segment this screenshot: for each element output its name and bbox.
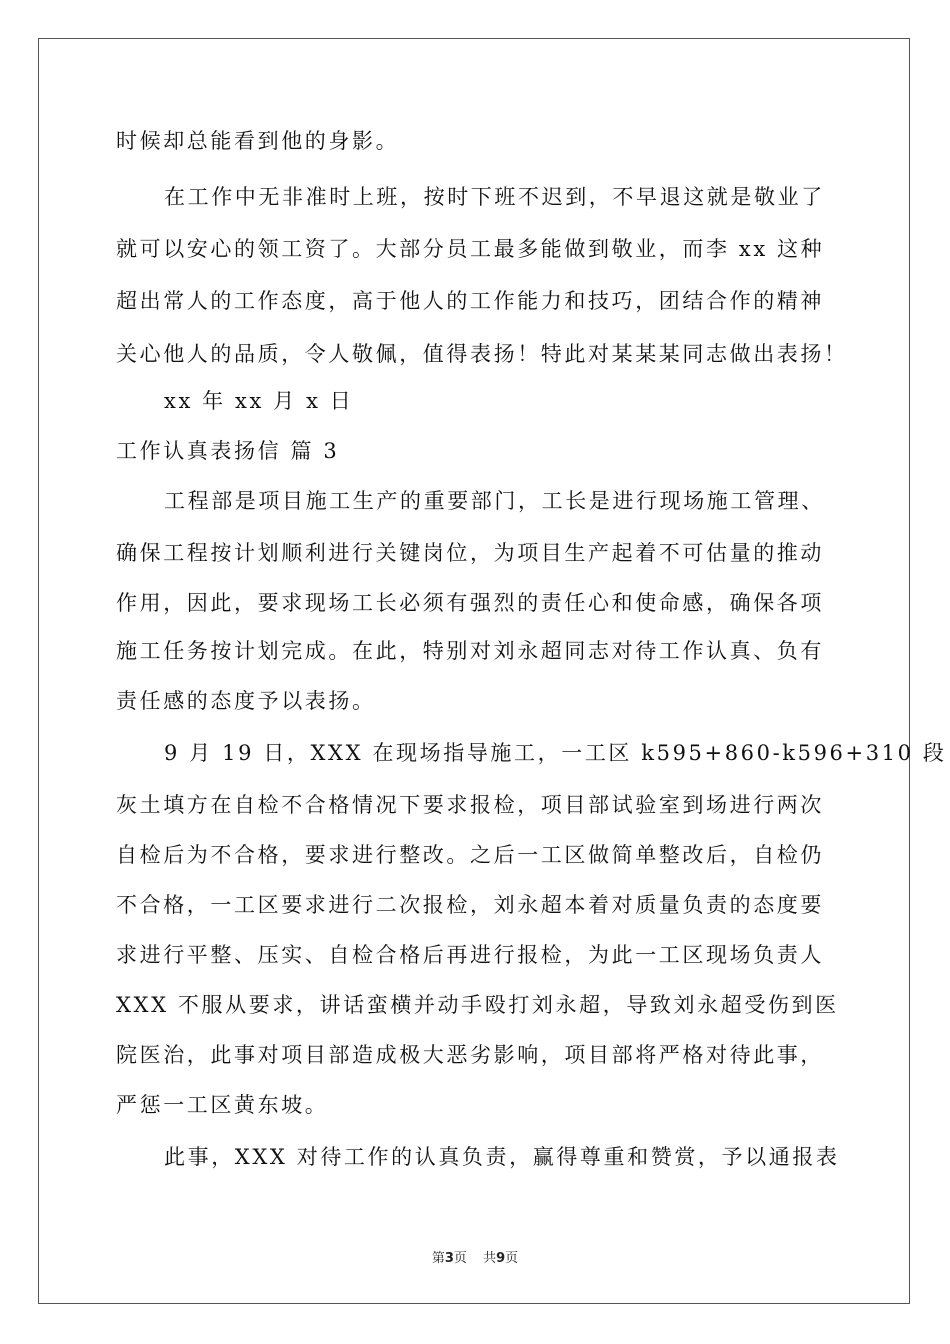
text-line-15: 自检后为不合格，要求进行整改。之后一工区做简单整改后，自检仍 [116,843,824,867]
date-line: xx 年 xx 月 x 日 [164,389,354,413]
text-line-2: 在工作中无非准时上班，按时下班不迟到，不早退这就是敬业了 [164,185,825,209]
total-number: 9 [496,1251,506,1266]
text-line-16: 不合格，一工区要求进行二次报检，刘永超本着对质量负责的态度要 [116,893,824,917]
total-prefix: 共 [483,1251,497,1266]
page-prefix: 第 [431,1251,445,1266]
text-line-3: 就可以安心的领工资了。大部分员工最多能做到敬业，而李 xx 这种 [116,237,825,261]
text-line-19: 院医治，此事对项目部造成极大恶劣影响，项目部将严格对待此事， [116,1043,824,1067]
text-line-11: 施工任务按计划完成。在此，特别对刘永超同志对待工作认真、负有 [116,639,824,663]
text-line-20: 严惩一工区黄东坡。 [116,1093,329,1117]
text-line-13: 9 月 19 日，XXX 在现场指导施工，一工区 k595+860-k596+310 段 [164,741,947,765]
page-suffix: 页 [453,1251,467,1266]
total-suffix: 页 [505,1251,519,1266]
text-line-12: 责任感的态度予以表扬。 [116,689,376,713]
total-indicator [483,1251,518,1266]
text-line-9: 确保工程按计划顺利进行关键岗位，为项目生产起着不可估量的推动 [116,541,824,565]
text-line-4: 超出常人的工作态度，高于他人的工作能力和技巧，团结合作的精神 [116,289,824,313]
text-line-17: 求进行平整、压实、自检合格后再进行报检，为此一工区现场负责人 [116,943,824,967]
page-number: 3 [444,1251,454,1266]
section-heading: 工作认真表扬信 篇 3 [116,439,340,463]
page-indicator [432,1251,467,1266]
text-line-1: 时候却总能看到他的身影。 [116,129,400,153]
text-line-5: 关心他人的品质，令人敬佩，值得表扬！特此对某某某同志做出表扬！ [116,342,848,366]
text-line-18: XXX 不服从要求，讲话蛮横并动手殴打刘永超，导致刘永超受伤到医 [116,993,839,1017]
text-line-14: 灰土填方在自检不合格情况下要求报检，项目部试验室到场进行两次 [116,793,824,817]
text-line-10: 作用，因此，要求现场工长必须有强烈的责任心和使命感，确保各项 [116,591,824,615]
text-line-21: 此事，XXX 对待工作的认真负责，赢得尊重和赞赏，予以通报表 [164,1145,840,1169]
page-footer [0,1247,950,1266]
text-line-8: 工程部是项目施工生产的重要部门，工长是进行现场施工管理、 [164,489,825,513]
